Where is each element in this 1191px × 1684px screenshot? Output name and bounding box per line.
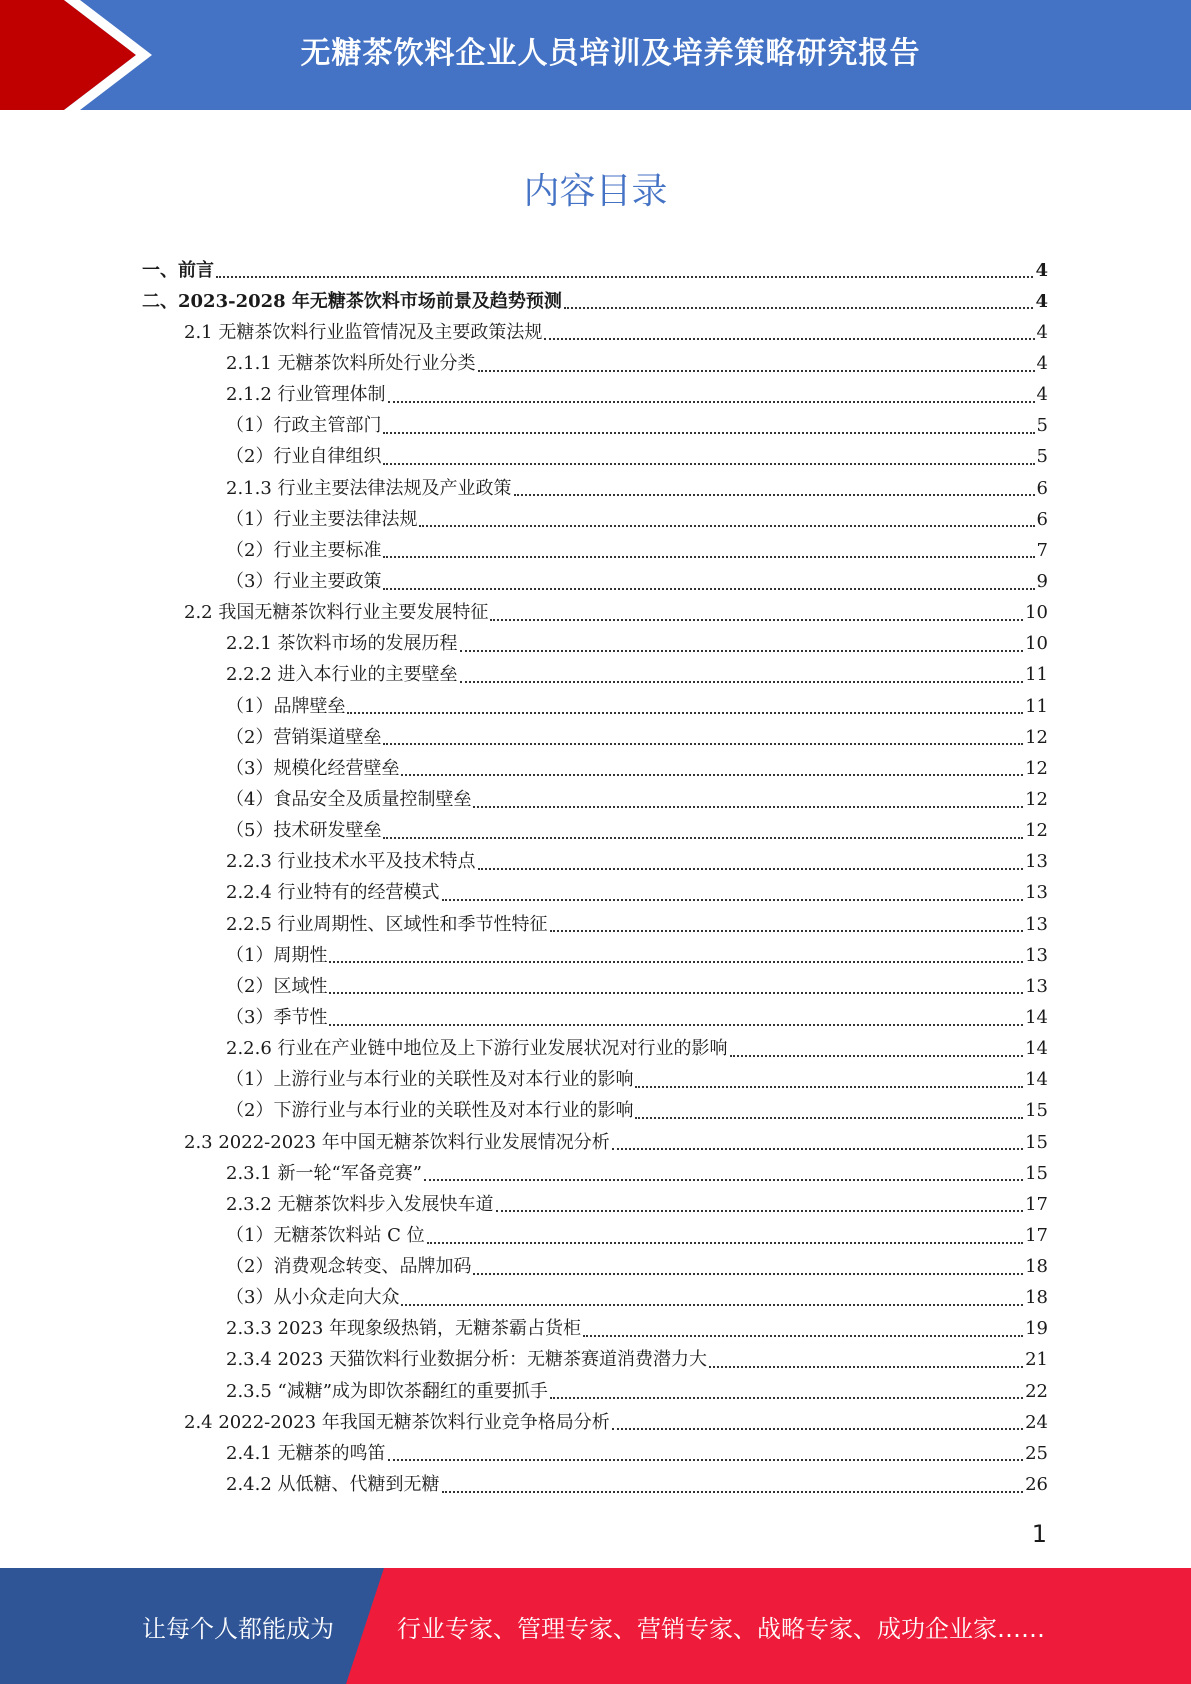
toc-entry-label: （2）下游行业与本行业的关联性及对本行业的影响 [226, 1100, 634, 1122]
toc-entry-label: （1）周期性 [226, 944, 328, 966]
toc-entry-page: 14 [1025, 1006, 1048, 1028]
toc-entry[interactable] [142, 442, 1048, 473]
toc-entry-page: 12 [1025, 757, 1048, 779]
toc-leader-dots [216, 276, 1033, 278]
toc-entry-page: 24 [1025, 1411, 1048, 1433]
toc-entry-label: 2.2.3 行业技术水平及技术特点 [226, 851, 476, 873]
toc-leader-dots [635, 1117, 1023, 1119]
toc-entry[interactable] [142, 504, 1048, 535]
toc-entry[interactable] [142, 1407, 1048, 1438]
toc-entry-page: 19 [1025, 1318, 1048, 1340]
toc-entry-page: 4 [1036, 352, 1048, 374]
toc-entry-label: （1）上游行业与本行业的关联性及对本行业的影响 [226, 1069, 634, 1091]
toc-leader-dots [635, 1086, 1023, 1088]
toc-entry-page: 12 [1025, 788, 1048, 810]
toc-entry-page: 15 [1025, 1131, 1048, 1153]
toc-entry-label: （2）区域性 [226, 975, 328, 997]
toc-entry-label: 2.3.1 新一轮“军备竞赛” [226, 1162, 422, 1184]
toc-entry-label: 2.3.5 “减糖”成为即饮茶翻红的重要抓手 [226, 1380, 548, 1402]
page-number: 1 [1031, 1520, 1047, 1548]
toc-leader-dots [730, 1055, 1024, 1057]
toc-leader-dots [424, 1179, 1023, 1181]
toc-entry[interactable] [142, 1065, 1048, 1096]
toc-entry-label: 2.1.1 无糖茶饮料所处行业分类 [226, 352, 476, 374]
toc-leader-dots [490, 619, 1023, 621]
toc-entry[interactable] [142, 816, 1048, 847]
toc-entry[interactable] [142, 1189, 1048, 1220]
toc-leader-dots [329, 992, 1023, 994]
toc-leader-dots [564, 307, 1034, 309]
toc-leader-dots [383, 432, 1034, 434]
toc-leader-dots [544, 338, 1034, 340]
toc-entry[interactable] [142, 535, 1048, 566]
toc-entry-label: 2.2.1 茶饮料市场的发展历程 [226, 633, 458, 655]
report-title: 无糖茶饮料企业人员培训及培养策略研究报告 [300, 36, 921, 71]
toc-entry-label: 2.2 我国无糖茶饮料行业主要发展特征 [184, 602, 489, 624]
toc-entry-page: 10 [1025, 633, 1048, 655]
toc-entry-label: （3）季节性 [226, 1006, 328, 1028]
toc-entry-page: 4 [1035, 259, 1048, 281]
toc-entry-label: 2.4.1 无糖茶的鸣笛 [226, 1442, 386, 1464]
toc-entry[interactable] [142, 971, 1048, 1002]
toc-entry[interactable] [142, 598, 1048, 629]
toc-entry-page: 11 [1025, 664, 1048, 686]
toc-leader-dots [329, 961, 1023, 963]
toc-leader-dots [329, 1024, 1023, 1026]
toc-entry[interactable] [142, 753, 1048, 784]
toc-entry-page: 15 [1025, 1162, 1048, 1184]
toc-entry-label: 2.4.2 从低糖、代糖到无糖 [226, 1474, 440, 1496]
table-of-contents [142, 255, 1048, 1501]
toc-entry-label: （3）从小众走向大众 [226, 1287, 400, 1309]
toc-entry[interactable] [142, 380, 1048, 411]
toc-leader-dots [419, 525, 1034, 527]
toc-entry-label: 2.3.4 2023 天猫饮料行业数据分析：无糖茶赛道消费潜力大 [226, 1349, 708, 1371]
toc-entry-page: 4 [1036, 321, 1048, 343]
toc-entry[interactable] [142, 286, 1048, 317]
toc-entry-label: 2.4 2022-2023 年我国无糖茶饮料行业竞争格局分析 [184, 1411, 610, 1433]
toc-entry-label: 2.3.3 2023 年现象级热销，无糖茶霸占货柜 [226, 1318, 582, 1340]
toc-entry-page: 17 [1025, 1193, 1048, 1215]
toc-entry-label: （2）行业主要标准 [226, 539, 382, 561]
toc-leader-dots [460, 650, 1024, 652]
toc-entry[interactable] [142, 878, 1048, 909]
toc-leader-dots [473, 1273, 1023, 1275]
toc-entry-page: 12 [1025, 726, 1048, 748]
toc-entry-label: 2.3 2022-2023 年中国无糖茶饮料行业发展情况分析 [184, 1131, 610, 1153]
toc-leader-dots [347, 712, 1023, 714]
toc-leader-dots [550, 930, 1024, 932]
toc-entry[interactable] [142, 1034, 1048, 1065]
toc-entry[interactable] [142, 660, 1048, 691]
toc-leader-dots [709, 1366, 1023, 1368]
toc-entry-label: 2.2.5 行业周期性、区域性和季节性特征 [226, 913, 548, 935]
toc-entry[interactable] [142, 1002, 1048, 1033]
toc-entry-label: 2.1 无糖茶饮料行业监管情况及主要政策法规 [184, 321, 543, 343]
toc-leader-dots [401, 774, 1023, 776]
toc-leader-dots [496, 1210, 1024, 1212]
toc-leader-dots [442, 1491, 1024, 1493]
toc-entry[interactable] [142, 691, 1048, 722]
toc-leader-dots [427, 1242, 1023, 1244]
toc-entry[interactable] [142, 1283, 1048, 1314]
toc-entry-label: 一、前言 [142, 259, 214, 281]
toc-entry-label: （2）消费观念转变、品牌加码 [226, 1256, 472, 1278]
toc-entry-page: 13 [1025, 913, 1048, 935]
toc-entry-page: 11 [1025, 695, 1048, 717]
page-footer [0, 1568, 1191, 1684]
toc-entry-page: 4 [1036, 384, 1048, 406]
toc-entry-label: 2.1.2 行业管理体制 [226, 384, 386, 406]
toc-entry-label: （1）品牌壁垒 [226, 695, 346, 717]
toc-entry-label: （2）营销渠道壁垒 [226, 726, 382, 748]
toc-entry-page: 5 [1036, 446, 1048, 468]
toc-leader-dots [478, 370, 1035, 372]
toc-entry[interactable] [142, 1158, 1048, 1189]
toc-entry-page: 25 [1025, 1442, 1048, 1464]
toc-entry-label: （1）行政主管部门 [226, 415, 382, 437]
toc-entry-label: 2.1.3 行业主要法律法规及产业政策 [226, 477, 512, 499]
toc-entry-label: （1）无糖茶饮料站 C 位 [226, 1224, 425, 1246]
toc-entry-page: 6 [1036, 477, 1048, 499]
toc-entry-page: 14 [1025, 1038, 1048, 1060]
toc-entry[interactable] [142, 411, 1048, 442]
toc-leader-dots [473, 806, 1023, 808]
toc-entry[interactable] [142, 784, 1048, 815]
toc-entry-label: 2.2.4 行业特有的经营模式 [226, 882, 440, 904]
toc-entry-page: 22 [1025, 1380, 1048, 1402]
toc-entry[interactable] [142, 1127, 1048, 1158]
toc-entry-label: 2.3.2 无糖茶饮料步入发展快车道 [226, 1193, 494, 1215]
toc-entry[interactable] [142, 1314, 1048, 1345]
toc-leader-dots [442, 899, 1024, 901]
toc-entry-page: 18 [1025, 1287, 1048, 1309]
toc-leader-dots [583, 1335, 1023, 1337]
toc-entry-label: （3）行业主要政策 [226, 570, 382, 592]
toc-leader-dots [383, 743, 1023, 745]
toc-entry[interactable] [142, 940, 1048, 971]
toc-heading: 内容目录 [523, 171, 668, 212]
page-header [0, 0, 1191, 110]
toc-leader-dots [388, 1459, 1024, 1461]
toc-entry[interactable] [142, 847, 1048, 878]
toc-entry-page: 14 [1025, 1069, 1048, 1091]
toc-entry-label: 2.2.6 行业在产业链中地位及上下游行业发展状况对行业的影响 [226, 1038, 728, 1060]
toc-entry[interactable] [142, 1376, 1048, 1407]
toc-entry-page: 13 [1025, 944, 1048, 966]
toc-entry-page: 12 [1025, 820, 1048, 842]
toc-leader-dots [388, 401, 1035, 403]
toc-entry[interactable] [142, 1220, 1048, 1251]
toc-entry[interactable] [142, 1438, 1048, 1469]
toc-entry-page: 4 [1035, 290, 1048, 312]
toc-entry-label: （3）规模化经营壁垒 [226, 757, 400, 779]
toc-entry[interactable] [142, 629, 1048, 660]
toc-entry[interactable] [142, 255, 1048, 286]
toc-entry[interactable] [142, 1345, 1048, 1376]
toc-entry-page: 7 [1036, 539, 1048, 561]
toc-entry[interactable] [142, 722, 1048, 753]
toc-entry-label: 2.2.2 进入本行业的主要壁垒 [226, 664, 458, 686]
toc-leader-dots [514, 494, 1035, 496]
toc-leader-dots [478, 868, 1024, 870]
toc-entry-label: （4）食品安全及质量控制壁垒 [226, 788, 472, 810]
toc-leader-dots [383, 588, 1034, 590]
toc-leader-dots [460, 681, 1024, 683]
toc-leader-dots [612, 1428, 1023, 1430]
toc-entry-label: （2）行业自律组织 [226, 446, 382, 468]
footer-slogan-left: 让每个人都能成为 [142, 1614, 334, 1643]
toc-entry[interactable] [142, 566, 1048, 597]
toc-entry-page: 6 [1036, 508, 1048, 530]
toc-entry-label: （1）行业主要法律法规 [226, 508, 418, 530]
toc-entry-page: 21 [1025, 1349, 1048, 1371]
toc-leader-dots [383, 556, 1034, 558]
toc-entry-page: 15 [1025, 1100, 1048, 1122]
toc-entry-page: 13 [1025, 975, 1048, 997]
toc-entry[interactable] [142, 473, 1048, 504]
toc-entry-page: 18 [1025, 1256, 1048, 1278]
toc-entry-page: 26 [1025, 1474, 1048, 1496]
toc-leader-dots [383, 837, 1023, 839]
toc-entry[interactable] [142, 1469, 1048, 1500]
toc-leader-dots [401, 1304, 1023, 1306]
toc-entry-label: 二、2023-2028 年无糖茶饮料市场前景及趋势预测 [142, 290, 562, 312]
toc-entry-page: 17 [1025, 1224, 1048, 1246]
toc-entry[interactable] [142, 1096, 1048, 1127]
toc-entry-page: 10 [1025, 602, 1048, 624]
toc-leader-dots [550, 1397, 1023, 1399]
toc-entry[interactable] [142, 348, 1048, 379]
toc-entry[interactable] [142, 909, 1048, 940]
toc-entry[interactable] [142, 1252, 1048, 1283]
toc-entry-page: 9 [1036, 570, 1048, 592]
toc-entry-label: （5）技术研发壁垒 [226, 820, 382, 842]
footer-slogan-right: 行业专家、管理专家、营销专家、战略专家、成功企业家…… [397, 1614, 1045, 1643]
toc-entry-page: 5 [1036, 415, 1048, 437]
toc-leader-dots [383, 463, 1034, 465]
toc-leader-dots [612, 1148, 1023, 1150]
toc-entry-page: 13 [1025, 851, 1048, 873]
toc-entry[interactable] [142, 317, 1048, 348]
toc-entry-page: 13 [1025, 882, 1048, 904]
